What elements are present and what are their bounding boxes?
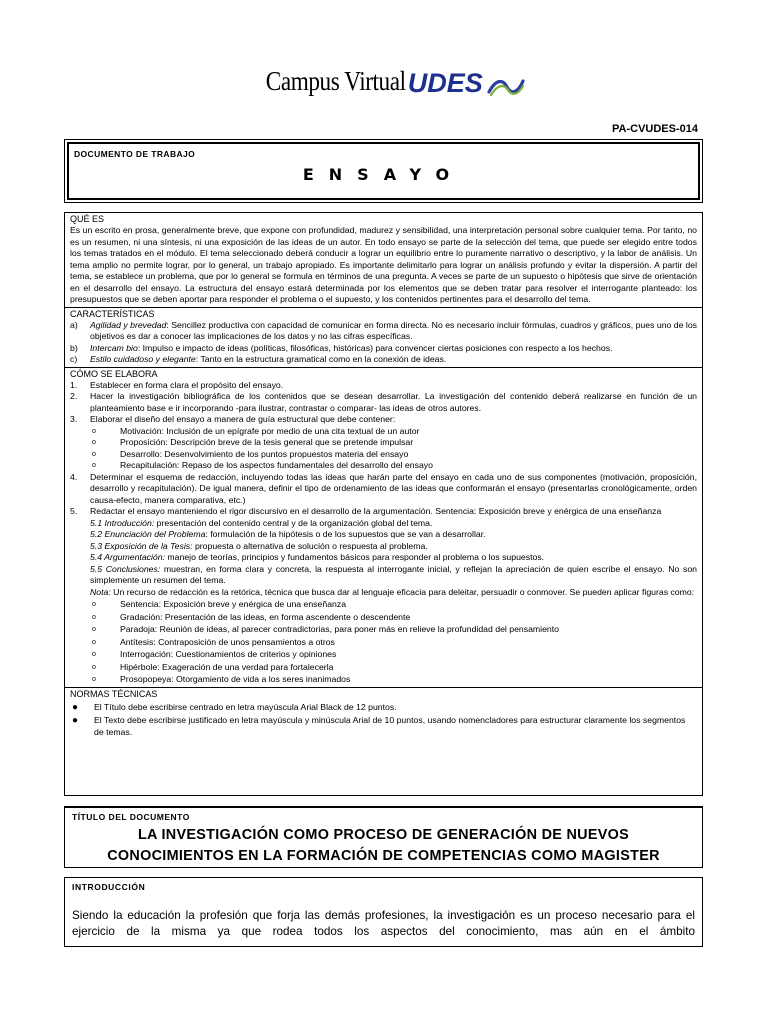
campus-virtual-logo [0, 66, 768, 97]
list-item: 4. Determinar el esquema de redacción, incluyendo todas las ideas que harán parte del ensayo en cada uno de sus componentes (motivación, proposición, desarrollo y recapitulación). De igual manera, definir el tipo de ordenamiento de las ideas que conformarán el ensayo (presentarlas cronológicamente, orden causa-efecto, manera comparativa, etc.) [70, 471, 697, 505]
essay-part: 5.4 Argumentación: manejo de teorías, principios y fundamentos básicos para responder al problema o los supuestos. [90, 552, 545, 562]
document-title: LA INVESTIGACIÓN COMO PROCESO DE GENERACIÓN DE NUEVOS CONOCIMIENTOS EN LA FORMACIÓN DE COMPETENCIAS COMO MAGISTER [107, 827, 660, 864]
figure-item: o Paradoja: Reunión de ideas, al parecer contradictorias, para poner más en relieve la profundidad del pensamiento [92, 624, 559, 634]
figure-item: o Antítesis: Contraposición de unos pensamientos a otros [92, 636, 335, 647]
sub-list-item: o Proposición: Descripción breve de la tesis general que se pretende impulsar [92, 437, 414, 447]
bullet-icon: ● [72, 701, 79, 713]
bullet-icon: o [92, 613, 96, 621]
section-caracteristicas [65, 308, 702, 368]
list-item: b) Intercam bio: Impulso e impacto de ideas (políticas, filosóficas, históricas) para convencer ciertas posiciones con respecto a los hechos. [70, 342, 613, 353]
document-title-label: TÍTULO DEL DOCUMENTO [72, 812, 190, 822]
bullet-icon: o [92, 663, 96, 671]
list-item: c) Estilo cuidadoso y elegante: Tanto en la estructura gramatical como en la conexión de ideas. [70, 354, 447, 364]
list-item: 5. Redactar el ensayo manteniendo el rigor discursivo en el desarrollo de la argumentación. Sentencia: Exposición breve y enérgica de una enseñanza [70, 506, 662, 516]
document-code: PA-CVUDES-014 [612, 123, 698, 135]
list-item: ● El Texto debe escribirse justificado en letra mayúscula y minúscula Arial de 10 puntos, usando nomencladores para estructurar claramente los segmentos de temas. [72, 715, 686, 737]
section-heading: CARACTERÍSTICAS [70, 308, 155, 319]
section-heading: NORMAS TÉCNICAS [70, 688, 158, 699]
logo-text-udes: UDES [407, 68, 483, 98]
bullet-icon: o [92, 601, 96, 608]
document-type-label: DOCUMENTO DE TRABAJO [74, 149, 196, 159]
essay-part: 5.2 Enunciación del Problema: formulación de la hipótesis o de los supuestos que se van a desarrollar. [90, 529, 486, 539]
sub-list-item: o Desarrollo: Desenvolvimiento de los puntos propuestos materia del ensayo [92, 448, 409, 459]
bullet-icon: ● [72, 715, 79, 726]
section-heading: QUÉ ES [70, 214, 105, 224]
section-que-es [65, 213, 702, 308]
introduction-text: Siendo la educación la profesión que forja las demás profesiones, la investigación es un proceso necesario para el ejercicio de la misma ya que rodea todos los aspectos del conocimiento, mas aún en el ámbito [72, 909, 695, 938]
sub-list-item: o Recapitulación: Repaso de los aspectos fundamentales del desarrollo del ensayo [92, 460, 433, 470]
section-como-se-elabora [65, 368, 702, 688]
section-heading: CÓMO SE ELABORA [70, 368, 158, 379]
section-text: Es un escrito en prosa, generalmente breve, que expone con profundidad, madurez y sensibilidad, una interpretación personal sobre cualquier tema. Por tanto, no es un resumen, ni una síntesis, ni una exposición de las ideas de un autor. En todo ensayo se parte de la selección del tema, que puede ser elegido entre todos los temas tratados en el módulo. El tema seleccionado deberá conducir a lograr un equilibrio entre lo puramente narrativo o descriptivo, y la labor de análisis. Un tema amplio no permite lograr, por lo general, un trabajo apropiado. Es importante delimitarlo para lograr un análisis profundo y evitar la dispersión. A partir del tema, se establece un problema, que por lo general se formula en términos de una pregunta. A veces se parte de un supuesto o hipótesis que sirve de orientación en el desarrollo del ensayo. La estructura del ensayo estará determinada por los elementos que se deben tratar para resolver el interrogante planteado: los presupuestos que se deben aportar para responder el problema o el supuesto, y los contenidos pertinentes para el desarrollo del tema. [70, 225, 697, 304]
list-item: a) Agilidad y brevedad: Sencillez productiva con capacidad de comunicar en forma directa. No es necesario incluir fórmulas, cuadros y gráficos, pues uno de los objetivos es dar a conocer las implicaciones de los datos y no las cifras específicas. [70, 319, 697, 341]
document-title-box [64, 806, 703, 868]
figure-item: o Sentencia: Exposición breve y enérgica de una enseñanza [92, 599, 347, 609]
essay-part: 5.5 Conclusiones: muestran, en forma clara y concreta, la respuesta al interrogante inicial, y reflejan la apreciación de quien escribe el ensayo. No son simplemente un resumen del tema. [90, 563, 697, 585]
list-item: ● El Título debe escribirse centrado en letra mayúscula Arial Black de 12 puntos. [72, 701, 397, 713]
guidelines-box [64, 212, 703, 796]
figure-item: o Gradación: Presentación de las ideas, en forma ascendente o descendente [92, 611, 411, 622]
introduction-box [64, 877, 703, 947]
figure-item: o Prosopopeya: Otorgamiento de vida a los seres inanimados [92, 674, 351, 684]
figure-item: o Interrogación: Cuestionamientos de criterios y opiniones [92, 649, 337, 659]
essay-part: 5.1 Introducción: presentación del contenido central y de la organización global del tema. [90, 517, 433, 528]
document-type-box [64, 139, 703, 203]
essay-part: 5.3 Exposición de la Tesis: propuesta o alternativa de solución o respuesta al problema. [90, 540, 428, 551]
bullet-icon: o [92, 638, 96, 646]
bullet-icon: o [92, 651, 96, 658]
logo-text-campus-virtual: Campus Virtual [265, 66, 406, 96]
section-normas-tecnicas [65, 688, 702, 742]
bullet-icon: o [92, 450, 96, 458]
figure-item: o Hipérbole: Exageración de una verdad para fortalecerla [92, 661, 334, 672]
note: Nota: Un recurso de redacción es la retórica, técnica que busca dar al lenguaje eficacia para deleitar, persuadir o conmover. Se pueden aplicar figuras como: [90, 586, 695, 597]
document-type-title: ENSAYO [302, 165, 465, 184]
bullet-icon: o [92, 626, 96, 633]
list-item: 2. Hacer la investigación bibliográfica de los contenidos que se desean desarrollar. La investigación del contenido deberá realizarse en función de un planteamiento base e ir incorporando -para ilustrar, contrastar o comparar- las ideas de otros autores. [70, 391, 697, 413]
bullet-icon: o [92, 676, 96, 683]
list-item: 3. Elaborar el diseño del ensayo a manera de guía estructural que debe contener: [70, 414, 396, 424]
bullet-icon: o [92, 462, 96, 469]
sub-list-item: o Motivación: Inclusión de un epígrafe por medio de una cita textual de un autor [92, 425, 420, 436]
bullet-icon: o [92, 439, 96, 446]
introduction-label: INTRODUCCIÓN [72, 882, 146, 892]
wave-logo-icon [487, 75, 525, 97]
list-item: 1. Establecer en forma clara el propósito del ensayo. [70, 379, 284, 390]
bullet-icon: o [92, 427, 96, 435]
